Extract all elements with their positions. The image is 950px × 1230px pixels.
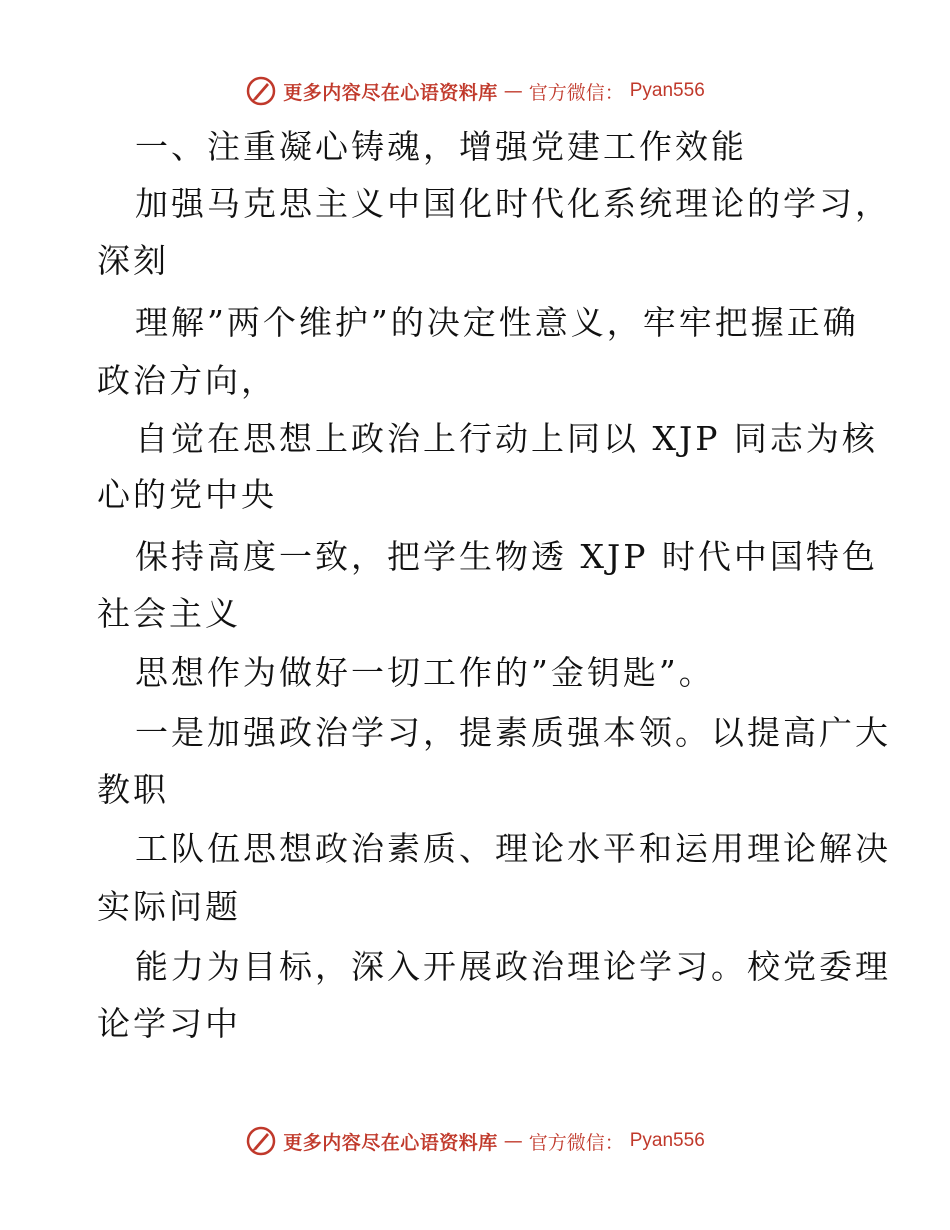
paragraph-line: 工队伍思想政治素质、理论水平和运用理论解决 (135, 829, 891, 868)
paragraph-line: 能力为目标，深入开展政治理论学习。校党委理 (135, 947, 891, 986)
quill-logo-icon (245, 1125, 277, 1157)
watermark-text: 更多内容尽在心语资料库 (283, 1131, 498, 1154)
paragraph-line: 一是加强政治学习，提素质强本领。以提高广大 (135, 713, 891, 752)
section-heading: 一、注重凝心铸魂，增强党建工作效能 (135, 127, 747, 166)
paragraph-line: 理解”两个维护”的决定性意义，牢牢把握正确 (135, 303, 859, 342)
watermark-dash: — (503, 1130, 523, 1152)
paragraph-line: 政治方向， (97, 361, 277, 400)
watermark-text: 更多内容尽在心语资料库 (283, 81, 498, 104)
paragraph-line: 思想作为做好一切工作的”金钥匙”。 (135, 653, 715, 692)
watermark-wechat-label: 官方微信： (528, 1131, 624, 1154)
quill-logo-icon (245, 75, 277, 107)
paragraph-line: 自觉在思想上政治上行动上同以 XJP 同志为核 (135, 419, 878, 458)
paragraph-line: 教职 (97, 770, 169, 809)
watermark-wechat-id: Pyan556 (629, 1130, 705, 1151)
watermark-wechat-label: 官方微信： (528, 81, 624, 104)
paragraph-line: 实际问题 (97, 887, 241, 926)
paragraph-line: 深刻 (97, 241, 169, 280)
paragraph-line: 心的党中央 (97, 475, 277, 514)
header-watermark (0, 74, 950, 108)
watermark-dash: — (503, 80, 523, 102)
paragraph-line: 加强马克思主义中国化时代化系统理论的学习， (135, 184, 891, 223)
paragraph-line: 社会主义 (97, 594, 241, 633)
paragraph-line: 论学习中 (97, 1004, 241, 1043)
watermark-wechat-id: Pyan556 (629, 80, 705, 101)
paragraph-line: 保持高度一致，把学生物透 XJP 时代中国特色 (135, 537, 878, 576)
footer-watermark (0, 1124, 950, 1158)
